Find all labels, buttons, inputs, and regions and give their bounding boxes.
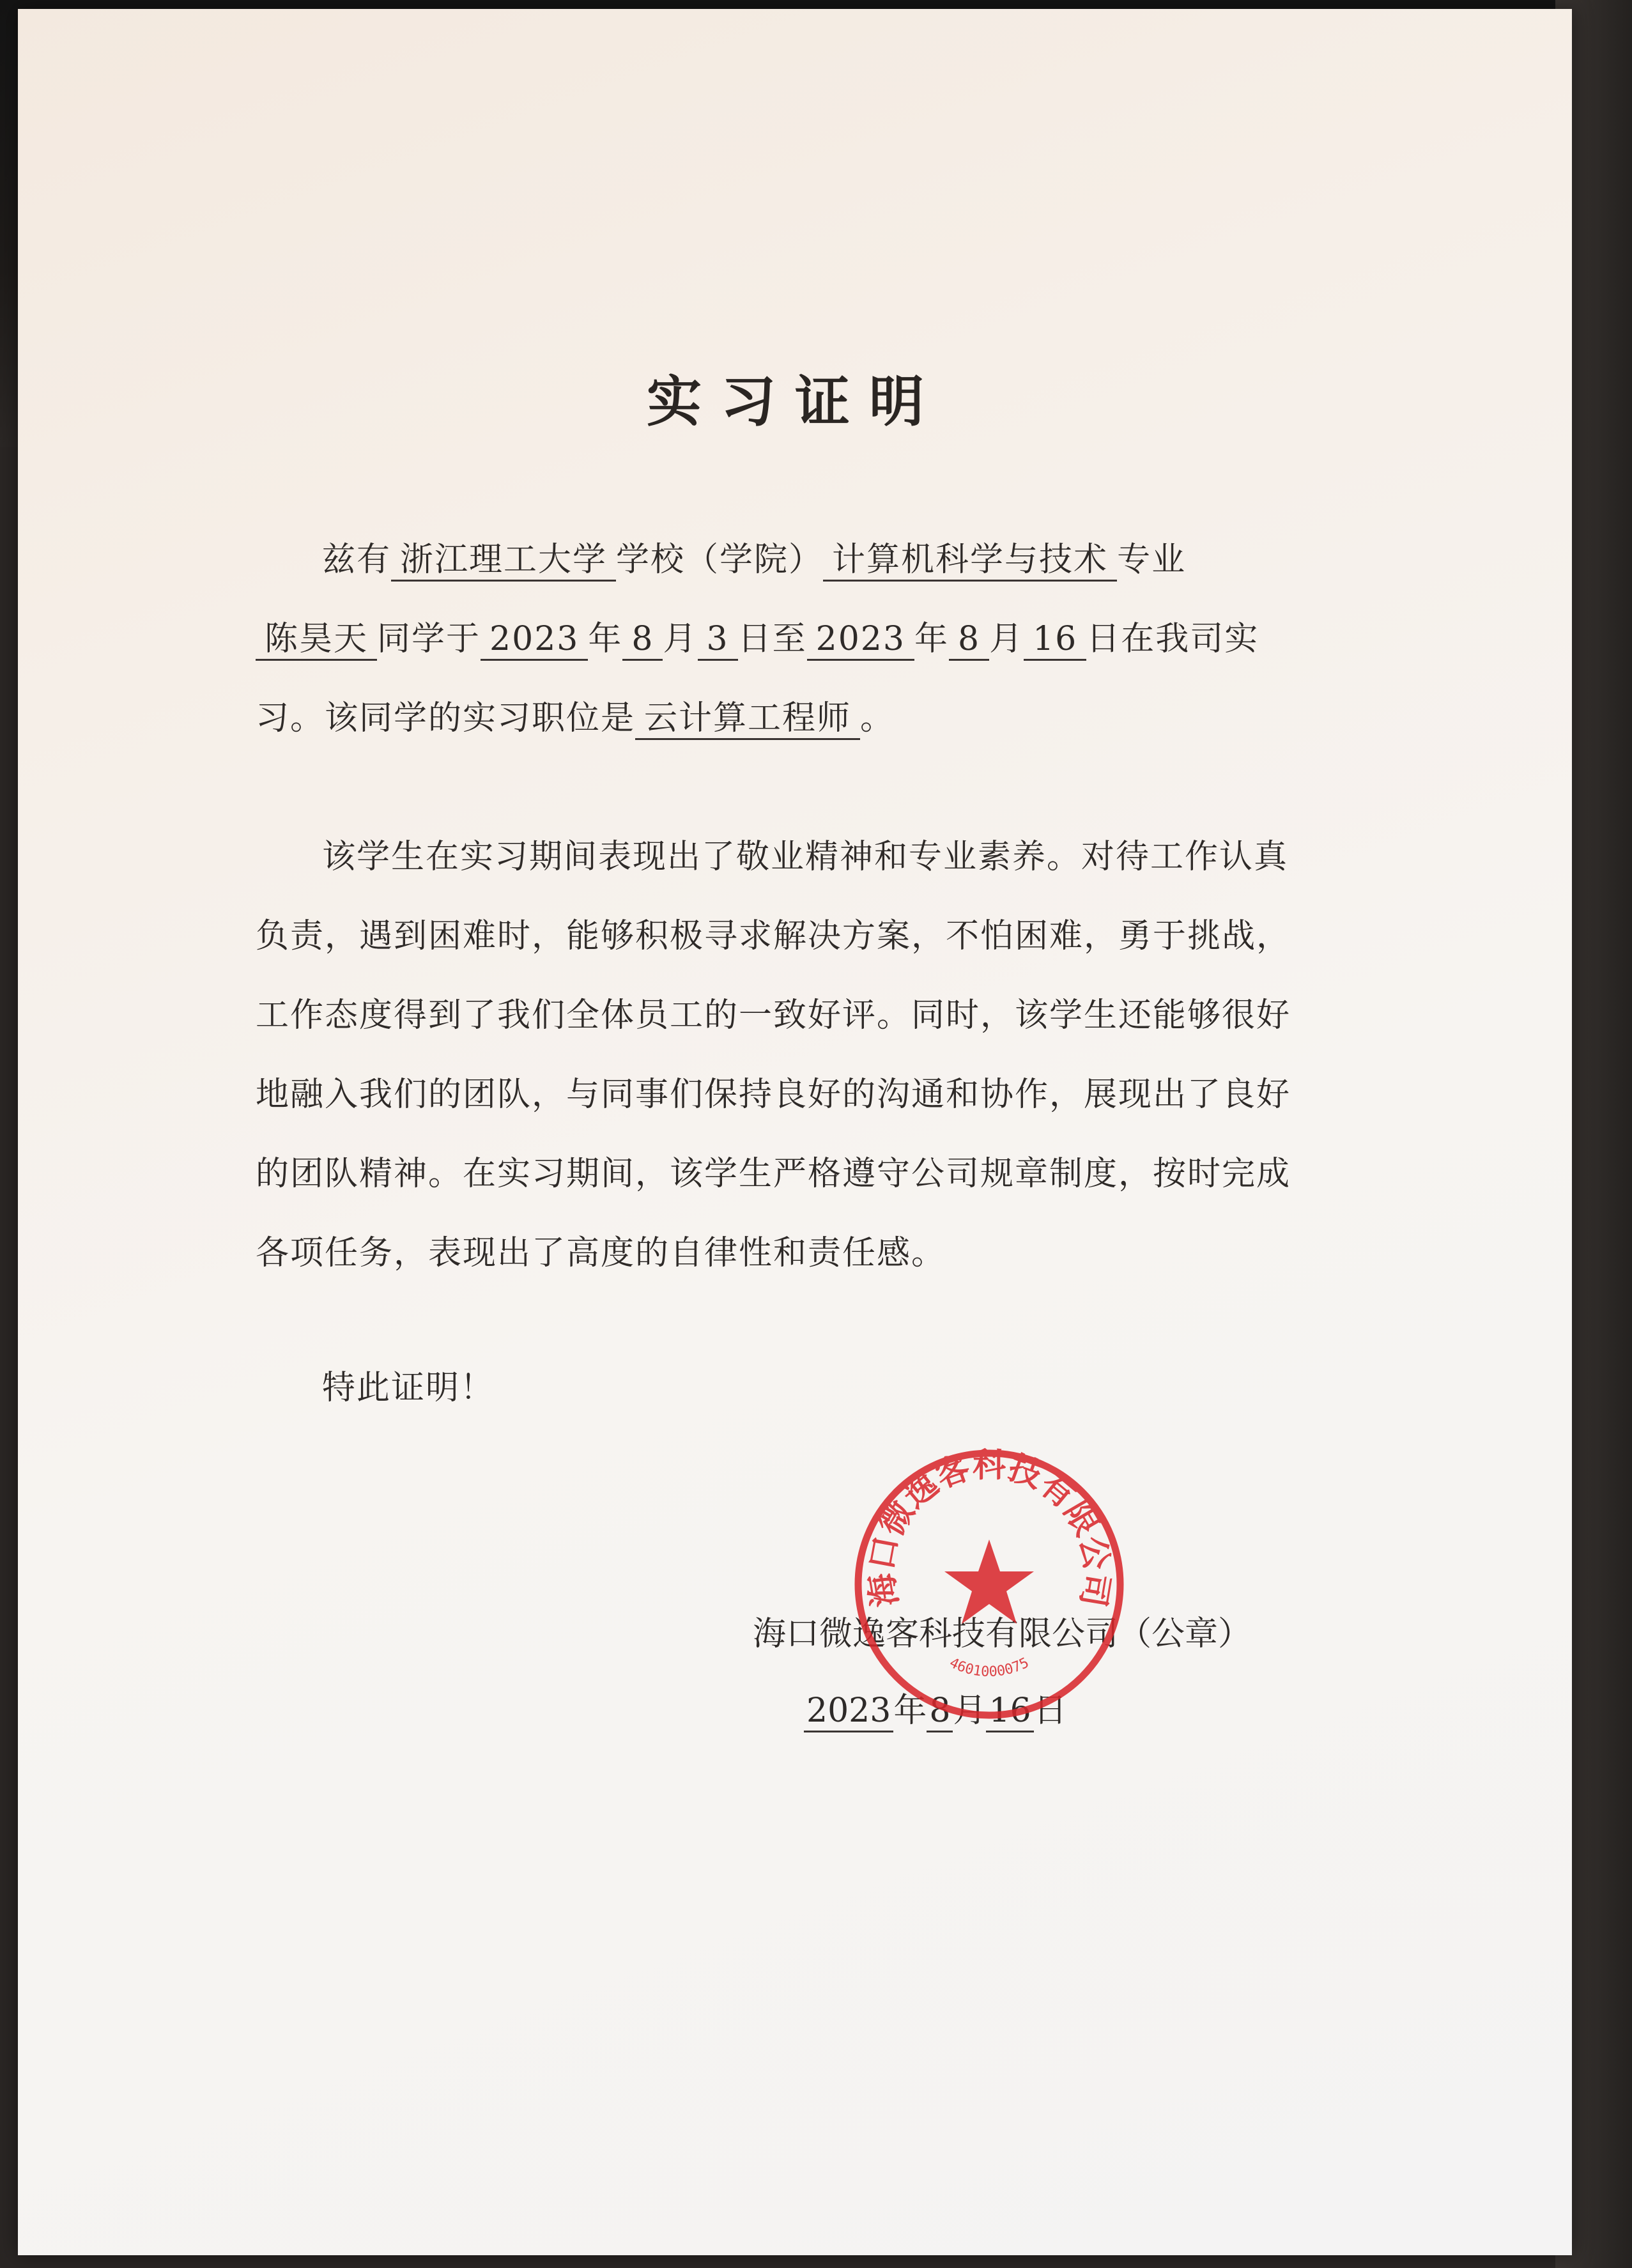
text-year: 年 [588,620,623,658]
position-field: 云计算工程师 [635,700,860,740]
sign-month-field: 8 [927,1692,953,1732]
major-field: 计算机科学与技术 [823,541,1117,582]
document-title: 实习证明 [647,370,943,434]
text-intro: 兹有 [322,541,392,579]
sign-year-unit: 年 [893,1692,927,1730]
start-year-field: 2023 [481,621,588,661]
start-month-field: 8 [622,621,663,661]
text-major-suffix: 专业 [1117,541,1187,579]
text-year-2: 年 [914,620,949,658]
intro-paragraph [256,520,1304,758]
seal-star-icon [944,1539,1034,1624]
school-field: 浙江理工大学 [391,541,616,582]
text-month-2: 月 [989,620,1024,658]
start-day-field: 3 [698,621,738,661]
text-month: 月 [663,620,698,658]
end-month-field: 8 [949,621,989,661]
text-internship-at: 日在我司实习。该同学的实习职位是 [256,620,1259,737]
company-signature: 海口微逸客科技有限公司（公章） [753,1615,1252,1653]
end-year-field: 2023 [807,621,914,661]
company-seal [849,1444,1130,1725]
end-day-field: 16 [1024,621,1086,661]
sign-month-unit: 月 [953,1692,987,1730]
text-day-to: 日至 [737,620,807,658]
sign-year-field: 2023 [804,1692,893,1732]
text-school-suffix: 学校（学院） [616,541,824,579]
text-classmate: 同学于 [377,620,481,658]
sign-day-unit: 日 [1033,1692,1067,1730]
student-name-field: 陈昊天 [256,621,377,661]
seal-number: 4601000075 [946,1655,1032,1681]
evaluation-paragraph: 该学生在实习期间表现出了敬业精神和专业素养。对待工作认真负责，遇到困难时，能够积极寻求解决方案，不怕困难，勇于挑战，工作态度得到了我们全体员工的一致好评。同时，该学生还能够很好地融入我们的团队，与同事们保持良好的沟通和协作，展现出了良好的团队精神。在实习期间，该学生严格遵守公司规章制度，按时完成各项任务，表现出了高度的自律性和责任感。 [256,838,1291,1272]
certificate-paper [18,9,1572,2255]
seal-company-text: 海口微逸客科技有限公司 [862,1446,1116,1610]
sign-day-field: 16 [986,1692,1033,1732]
text-period: 。 [860,699,895,737]
closing-line: 特此证明！ [322,1369,495,1407]
